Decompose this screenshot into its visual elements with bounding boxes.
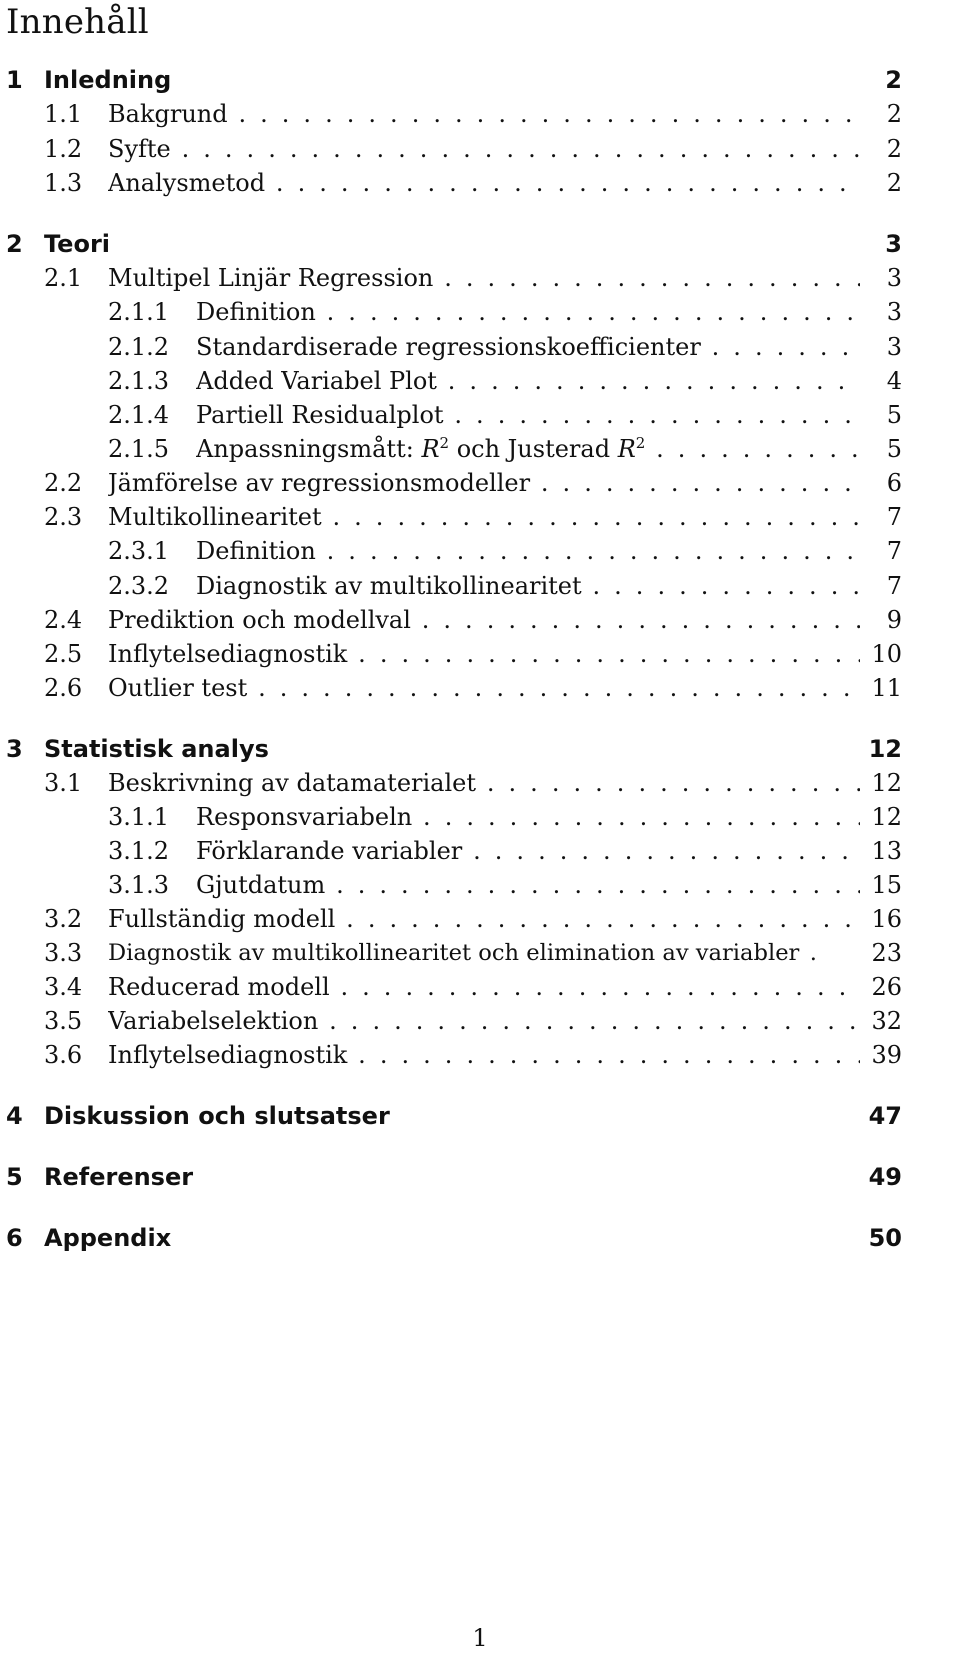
toc-entry-page: 3 <box>883 294 902 330</box>
toc-entry-page: 32 <box>867 1003 902 1039</box>
toc-entry-number: 1 <box>6 66 23 94</box>
toc-section-2-4[interactable] <box>0 602 960 638</box>
toc-entry-title: Teori <box>44 230 111 258</box>
toc-section-1-2[interactable] <box>0 131 960 167</box>
toc-chapter-2[interactable] <box>0 226 960 262</box>
toc-entry-number: 1.1 <box>44 100 83 128</box>
toc-section-2-5[interactable] <box>0 636 960 672</box>
toc-entry-number: 2.3.2 <box>108 572 170 600</box>
page-number: 1 <box>472 1624 488 1652</box>
toc-entry-number: 3.6 <box>44 1041 83 1069</box>
toc-entry-title: Analysmetod . . . <box>108 165 860 201</box>
toc-title-part: och Justerad <box>449 435 618 463</box>
toc-entry-number: 2.5 <box>44 640 83 668</box>
toc-entry-page: 50 <box>865 1220 902 1256</box>
toc-entry-number: 3.4 <box>44 973 83 1001</box>
toc-entry-page: 23 <box>867 935 902 971</box>
toc-entry-number: 2 <box>6 230 23 258</box>
toc-entry-number: 2.3 <box>44 503 83 531</box>
toc-entry-title: Added Variabel Plot . . . <box>196 363 860 399</box>
toc-entry-title: Partiell Residualplot . . . <box>196 397 860 433</box>
toc-entry-page: 13 <box>867 833 902 869</box>
toc-entry-number: 2.1.2 <box>108 333 170 361</box>
toc-subsection-2-1-4[interactable] <box>0 397 960 433</box>
toc-chapter-5[interactable] <box>0 1159 960 1195</box>
toc-entry-page: 12 <box>867 765 902 801</box>
toc-entry-title: Diagnostik av multikollinearitet . . . <box>196 568 860 604</box>
toc-subsection-2-1-5[interactable] <box>0 431 960 467</box>
toc-subsection-2-1-1[interactable] <box>0 294 960 330</box>
toc-section-1-1[interactable] <box>0 96 960 132</box>
toc-chapter-1[interactable] <box>0 62 960 98</box>
toc-entry-page: 11 <box>867 670 902 706</box>
toc-title: Innehåll <box>6 2 149 42</box>
toc-section-2-2[interactable] <box>0 465 960 501</box>
toc-entry-number: 3.2 <box>44 905 83 933</box>
toc-entry-number: 2.1.5 <box>108 435 170 463</box>
toc-entry-number: 1.3 <box>44 169 83 197</box>
toc-entry-title: Fullständig modell . . . <box>108 901 860 937</box>
toc-entry-title: Variabelselektion . . . <box>108 1003 860 1039</box>
toc-entry-title: Gjutdatum . . . <box>196 867 860 903</box>
superscript: 2 <box>439 434 450 452</box>
toc-subsection-3-1-1[interactable] <box>0 799 960 835</box>
toc-entry-number: 5 <box>6 1163 23 1191</box>
toc-chapter-6[interactable] <box>0 1220 960 1256</box>
toc-entry-title: Outlier test . . . <box>108 670 860 706</box>
toc-subsection-3-1-2[interactable] <box>0 833 960 869</box>
toc-entry-title: Reducerad modell . . . <box>108 969 860 1005</box>
toc-section-3-2[interactable] <box>0 901 960 937</box>
toc-entry-number: 6 <box>6 1224 23 1252</box>
toc-entry-title: Diagnostik av multikollinearitet och elimination av variabler . <box>108 935 860 971</box>
toc-entry-page: 49 <box>865 1159 902 1195</box>
toc-entry-page: 12 <box>867 799 902 835</box>
toc-subsection-2-1-3[interactable] <box>0 363 960 399</box>
toc-section-3-1[interactable] <box>0 765 960 801</box>
toc-entry-page: 16 <box>867 901 902 937</box>
toc-section-1-3[interactable] <box>0 165 960 201</box>
toc-entry-page: 26 <box>867 969 902 1005</box>
toc-entry-title: Definition . . . <box>196 533 860 569</box>
toc-entry-title: Beskrivning av datamaterialet . . . <box>108 765 860 801</box>
toc-section-3-4[interactable] <box>0 969 960 1005</box>
toc-entry-page: 2 <box>883 165 902 201</box>
toc-entry-title: Multikollinearitet . . . <box>108 499 860 535</box>
toc-entry-number: 4 <box>6 1102 23 1130</box>
toc-entry-page: 7 <box>883 568 902 604</box>
toc-entry-title: Standardiserade regressionskoefficienter . . . <box>196 329 860 365</box>
toc-entry-number: 3.1.2 <box>108 837 170 865</box>
toc-entry-page: 5 <box>883 431 902 467</box>
toc-subsection-3-1-3[interactable] <box>0 867 960 903</box>
toc-entry-page: 3 <box>883 329 902 365</box>
toc-entry-number: 2.1.1 <box>108 298 170 326</box>
toc-entry-page: 10 <box>867 636 902 672</box>
toc-entry-title: Prediktion och modellval . . . <box>108 602 860 638</box>
toc-entry-title: Syfte . . . <box>108 131 860 167</box>
toc-entry-title: Inflytelsediagnostik . . . <box>108 1037 860 1073</box>
toc-entry-page: 15 <box>867 867 902 903</box>
toc-entry-number: 2.4 <box>44 606 83 634</box>
math-symbol-r: R <box>617 435 636 463</box>
toc-chapter-3[interactable] <box>0 731 960 767</box>
toc-section-2-6[interactable] <box>0 670 960 706</box>
toc-entry-page: 4 <box>883 363 902 399</box>
toc-section-3-3[interactable] <box>0 935 960 971</box>
superscript: 2 <box>635 434 646 452</box>
toc-entry-title: Responsvariabeln . . . <box>196 799 860 835</box>
toc-entry-page: 2 <box>883 131 902 167</box>
toc-section-2-3[interactable] <box>0 499 960 535</box>
toc-entry-page: 9 <box>883 602 902 638</box>
toc-entry-number: 3.1.1 <box>108 803 170 831</box>
toc-entry-number: 2.3.1 <box>108 537 170 565</box>
toc-entry-number: 2.1 <box>44 264 83 292</box>
toc-entry-title: Diskussion och slutsatser <box>44 1102 390 1130</box>
toc-entry-number: 2.1.3 <box>108 367 170 395</box>
toc-chapter-4[interactable] <box>0 1098 960 1134</box>
toc-subsection-2-1-2[interactable] <box>0 329 960 365</box>
toc-entry-title: Appendix <box>44 1224 172 1252</box>
toc-entry-page: 7 <box>883 499 902 535</box>
toc-entry-title: Bakgrund . . . <box>108 96 860 132</box>
toc-entry-page: 5 <box>883 397 902 433</box>
toc-entry-title: Statistisk analys <box>44 735 269 763</box>
toc-entry-number: 3.5 <box>44 1007 83 1035</box>
toc-entry-page: 7 <box>883 533 902 569</box>
toc-entry-title: Förklarande variabler . . . <box>196 833 860 869</box>
toc-section-3-6[interactable] <box>0 1037 960 1073</box>
toc-entry-page: 3 <box>881 226 902 262</box>
toc-entry-title: Referenser <box>44 1163 194 1191</box>
toc-entry-page: 2 <box>881 62 902 98</box>
toc-title-part: Anpassningsmått: <box>196 435 422 463</box>
toc-entry-page: 6 <box>883 465 902 501</box>
toc-entry-number: 3 <box>6 735 23 763</box>
toc-section-2-1[interactable] <box>0 260 960 296</box>
math-symbol-r: R <box>421 435 440 463</box>
toc-entry-title: Multipel Linjär Regression . . . <box>108 260 860 296</box>
toc-entry-title-math <box>196 431 860 467</box>
toc-entry-page: 3 <box>883 260 902 296</box>
toc-entry-page: 47 <box>865 1098 902 1134</box>
toc-subsection-2-3-1[interactable] <box>0 533 960 569</box>
toc-entry-title: Jämförelse av regressionsmodeller . . . <box>108 465 860 501</box>
toc-entry-number: 2.2 <box>44 469 83 497</box>
toc-entry-page: 12 <box>865 731 902 767</box>
toc-subsection-2-3-2[interactable] <box>0 568 960 604</box>
toc-entry-number: 2.1.4 <box>108 401 170 429</box>
toc-entry-number: 3.3 <box>44 939 83 967</box>
toc-entry-title: Inflytelsediagnostik . . . <box>108 636 860 672</box>
toc-entry-page: 39 <box>867 1037 902 1073</box>
toc-section-3-5[interactable] <box>0 1003 960 1039</box>
toc-entry-number: 3.1.3 <box>108 871 170 899</box>
toc-entry-title: Inledning <box>44 66 172 94</box>
toc-entry-page: 2 <box>883 96 902 132</box>
toc-entry-number: 2.6 <box>44 674 83 702</box>
toc-entry-number: 1.2 <box>44 135 83 163</box>
toc-entry-number: 3.1 <box>44 769 83 797</box>
toc-entry-title: Definition . . . <box>196 294 860 330</box>
